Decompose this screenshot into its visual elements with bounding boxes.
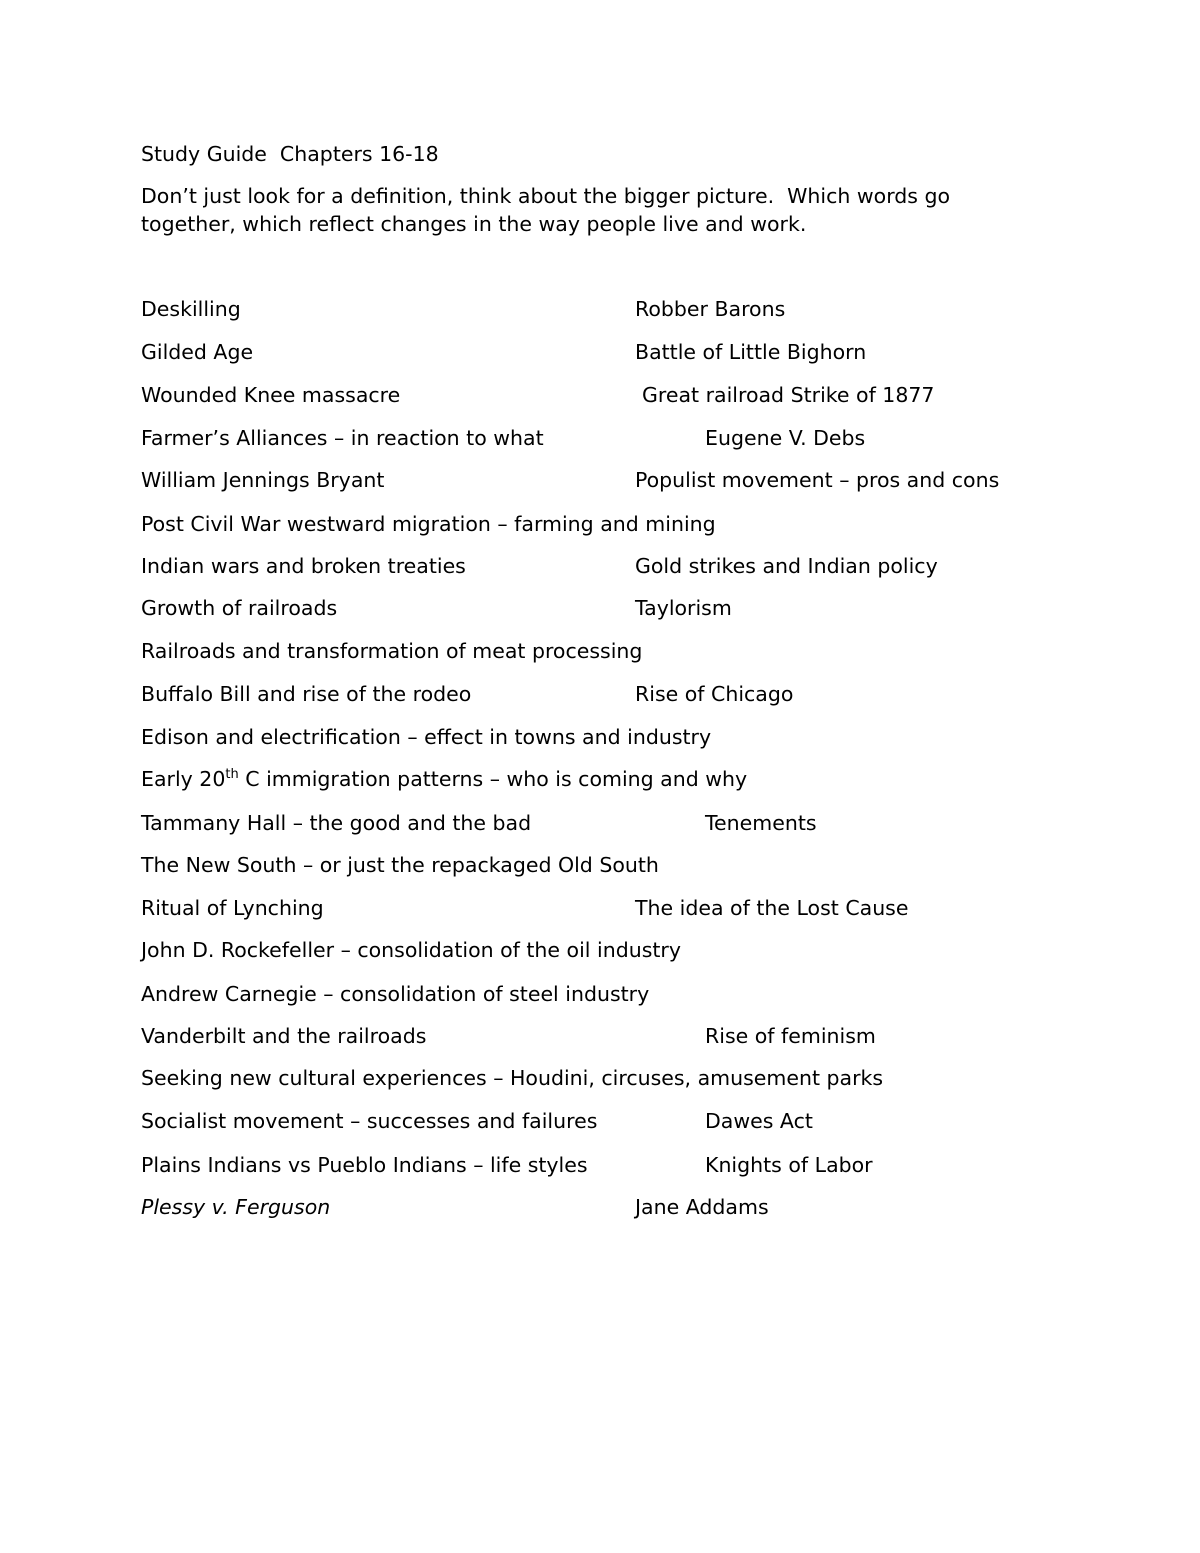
term-row	[141, 1064, 1141, 1092]
term-growth-of-railroads: Growth of railroads	[141, 596, 338, 620]
term-row	[141, 594, 1141, 622]
term-rise-of-chicago: Rise of Chicago	[635, 682, 794, 706]
term-row	[141, 510, 1141, 538]
term-tammany-hall: Tammany Hall – the good and the bad	[141, 811, 532, 835]
term-row	[141, 851, 1141, 879]
term-row	[141, 338, 1141, 366]
term-row	[141, 680, 1141, 708]
term-rise-of-feminism: Rise of feminism	[705, 1024, 876, 1048]
term-row	[141, 1022, 1141, 1050]
term-immigration-patterns	[141, 765, 747, 793]
term-immigration-text-1: Early 20	[141, 767, 226, 791]
term-wounded-knee: Wounded Knee massacre	[141, 383, 401, 407]
term-row	[141, 1193, 1141, 1221]
term-row	[141, 765, 1141, 793]
document-title: Study Guide Chapters 16-18	[141, 142, 439, 166]
ordinal-superscript: th	[225, 767, 239, 782]
term-meat-processing: Railroads and transformation of meat processing	[141, 639, 643, 663]
term-railroad-strike: Great railroad Strike of 1877	[642, 383, 935, 407]
term-row	[141, 936, 1141, 964]
term-row	[141, 1151, 1141, 1179]
term-row	[141, 637, 1141, 665]
term-row	[141, 1107, 1141, 1135]
term-tenements: Tenements	[705, 811, 817, 835]
term-knights-of-labor: Knights of Labor	[705, 1153, 873, 1177]
term-jane-addams: Jane Addams	[635, 1195, 769, 1219]
term-immigration-text-2: C immigration patterns – who is coming and why	[238, 767, 748, 791]
term-plessy-v-ferguson: Plessy v. Ferguson	[141, 1195, 331, 1219]
term-vanderbilt: Vanderbilt and the railroads	[141, 1024, 427, 1048]
term-row	[141, 894, 1141, 922]
term-ritual-of-lynching: Ritual of Lynching	[141, 896, 324, 920]
term-eugene-debs: Eugene V. Debs	[705, 426, 866, 450]
term-indian-wars: Indian wars and broken treaties	[141, 554, 466, 578]
term-taylorism: Taylorism	[635, 596, 732, 620]
term-row	[141, 809, 1141, 837]
term-westward-migration: Post Civil War westward migration – farming and mining	[141, 512, 716, 536]
term-row	[141, 424, 1141, 452]
term-edison-electrification: Edison and electrification – effect in towns and industry	[141, 725, 712, 749]
term-rockefeller: John D. Rockefeller – consolidation of the oil industry	[141, 938, 681, 962]
term-row	[141, 381, 1141, 409]
term-row	[141, 466, 1141, 494]
term-populist-movement: Populist movement – pros and cons	[635, 468, 1000, 492]
term-plains-vs-pueblo: Plains Indians vs Pueblo Indians – life styles	[141, 1153, 588, 1177]
intro-line-1: Don’t just look for a definition, think about the bigger picture. Which words go	[141, 184, 951, 208]
term-row	[141, 295, 1141, 323]
term-cultural-experiences: Seeking new cultural experiences – Houdini, circuses, amusement parks	[141, 1066, 884, 1090]
term-dawes-act: Dawes Act	[705, 1109, 813, 1133]
term-little-bighorn: Battle of Little Bighorn	[635, 340, 867, 364]
term-robber-barons: Robber Barons	[635, 297, 786, 321]
term-socialist-movement: Socialist movement – successes and failures	[141, 1109, 598, 1133]
term-gilded-age: Gilded Age	[141, 340, 254, 364]
term-farmers-alliances: Farmer’s Alliances – in reaction to what	[141, 426, 544, 450]
term-row	[141, 980, 1141, 1008]
term-row	[141, 723, 1141, 751]
term-row	[141, 552, 1141, 580]
intro-line-2: together, which reflect changes in the way people live and work.	[141, 212, 807, 236]
term-carnegie: Andrew Carnegie – consolidation of steel industry	[141, 982, 650, 1006]
term-lost-cause: The idea of the Lost Cause	[635, 896, 909, 920]
term-william-jennings-bryant: William Jennings Bryant	[141, 468, 385, 492]
term-deskilling: Deskilling	[141, 297, 241, 321]
term-buffalo-bill: Buffalo Bill and rise of the rodeo	[141, 682, 472, 706]
term-new-south: The New South – or just the repackaged Old South	[141, 853, 659, 877]
term-gold-strikes: Gold strikes and Indian policy	[635, 554, 938, 578]
